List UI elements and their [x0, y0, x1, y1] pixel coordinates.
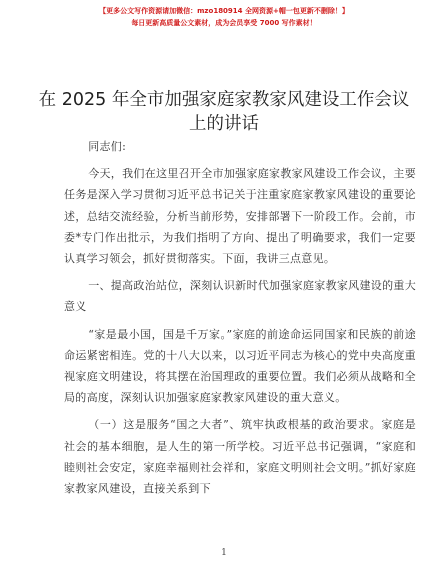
document-title: 在 2025 年全市加强家庭家教家风建设工作会议上的讲话 — [38, 90, 410, 134]
body-paragraph: 今天，我们在这里召开全市加强家庭家教家风建设工作会议，主要任务是深入学习贯彻习近平总书记关于注重家庭家教家风建设的重要论述，总结交流经验，分析当前形势，安排部署下一阶段工作。会前，市委*专门作出批示，为我们指明了方向、提出了明确要求，我们一定要认真学习领会，抓好贯彻落实。下面，我讲三点意见。 — [64, 167, 416, 266]
salutation: 同志们: — [88, 140, 127, 153]
body-paragraph: （一）这是服务“国之大者”、筑牢执政根基的政治要求。家庭是社会的基本细胞，是人生的第一所学校。习近平总书记强调，“家庭和睦则社会安定，家庭幸福则社会祥和，家庭文明则社会文明。”抓好家庭家教家风建设，直接关系到下 — [64, 418, 416, 496]
section-heading: 一、提高政治站位，深刻认识新时代加强家庭家教家风建设的重大意义 — [64, 279, 416, 314]
page-number: 1 — [221, 548, 227, 558]
promo-banner — [0, 6, 448, 28]
promo-banner-line-2: 每日更新高质量公文素材，成为会员享受 7000 写作素材！ — [131, 19, 317, 27]
document-body — [64, 136, 416, 499]
promo-banner-line-1: 【更多公文写作资源请加微信：mzo180914 全网资源+帽一包更新不删除！】 — [99, 7, 349, 15]
body-paragraph: “家是最小国，国是千万家。”家庭的前途命运同国家和民族的前途命运紧密相连。党的十八大以来，以习近平同志为核心的党中央高度重视家庭文明建设，将其摆在治国理政的重要位置。我们必须从战略和全局的高度，深刻认识加强家庭家教家风建设的重大意义。 — [64, 327, 416, 405]
